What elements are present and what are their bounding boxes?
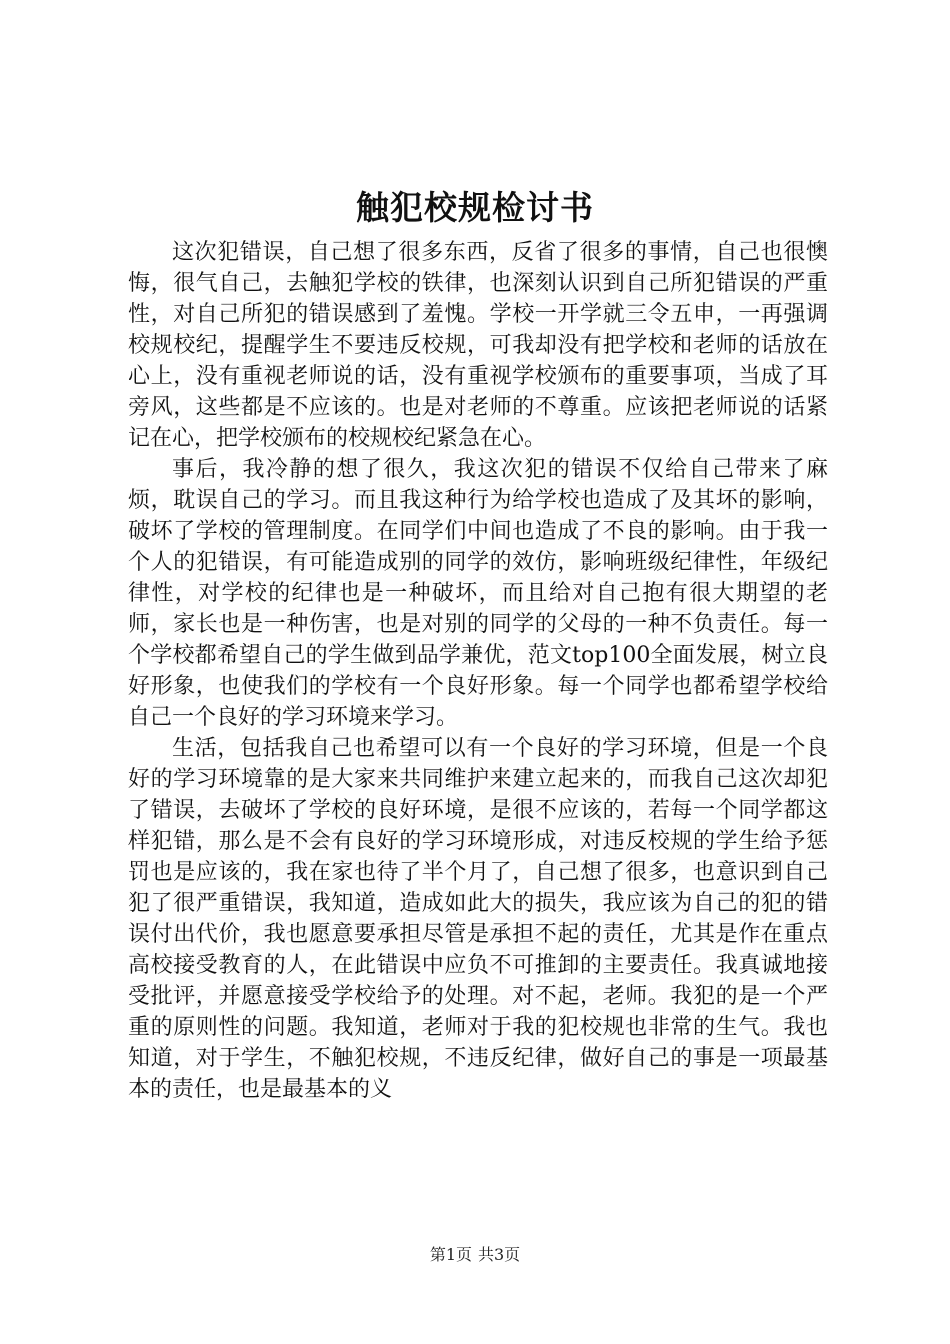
document-body <box>128 237 828 1105</box>
paragraph: 生活，包括我自己也希望可以有一个良好的学习环境，但是一个良好的学习环境靠的是大家来共同维护来建立起来的，而我自己这次却犯了错误，去破坏了学校的良好环境，是很不应该的，若每一个同学都这样犯错，那么是不会有良好的学习环境形成，对违反校规的学生给予惩罚也是应该的，我在家也待了半个月了，自己想了很多，也意识到自己犯了很严重错误，我知道，造成如此大的损失，我应该为自己的犯的错误付出代价，我也愿意要承担尽管是承担不起的责任，尤其是作在重点高校接受教育的人，在此错误中应负不可推卸的主要责任。我真诚地接受批评，并愿意接受学校给予的处理。对不起，老师。我犯的是一个严重的原则性的问题。我知道，老师对于我的犯校规也非常的生气。我也知道，对于学生，不触犯校规，不违反纪律，做好自己的事是一项最基本的责任，也是最基本的义 <box>128 736 828 1102</box>
page-number: 第1页 <box>429 1245 472 1264</box>
page-count: 共3页 <box>478 1245 521 1264</box>
paragraph: 事后，我冷静的想了很久，我这次犯的错误不仅给自己带来了麻烦，耽误自己的学习。而且我这种行为给学校也造成了及其坏的影响，破坏了学校的管理制度。在同学们中间也造成了不良的影响。由于我一个人的犯错误，有可能造成别的同学的效仿，影响班级纪律性，年级纪律性，对学校的纪律也是一种破坏，而且给对自己抱有很大期望的老师，家长也是一种伤害，也是对别的同学的父母的一种不负责任。每一个学校都希望自己的学生做到品学兼优，范文top100全面发展，树立良好形象，也使我们的学校有一个良好形象。每一个同学也都希望学校给自己一个良好的学习环境来学习。 <box>128 457 828 730</box>
paragraph: 这次犯错误，自己想了很多东西，反省了很多的事情，自己也很懊悔，很气自己，去触犯学校的铁律，也深刻认识到自己所犯错误的严重性，对自己所犯的错误感到了羞愧。学校一开学就三令五申，一再强调校规校纪，提醒学生不要违反校规，可我却没有把学校和老师的话放在心上，没有重视老师说的话，没有重视学校颁布的重要事项，当成了耳旁风，这些都是不应该的。也是对老师的不尊重。应该把老师说的话紧记在心，把学校颁布的校规校纪紧急在心。 <box>128 240 828 451</box>
page-footer <box>0 1244 950 1266</box>
document-title: 触犯校规检讨书 <box>356 188 594 227</box>
